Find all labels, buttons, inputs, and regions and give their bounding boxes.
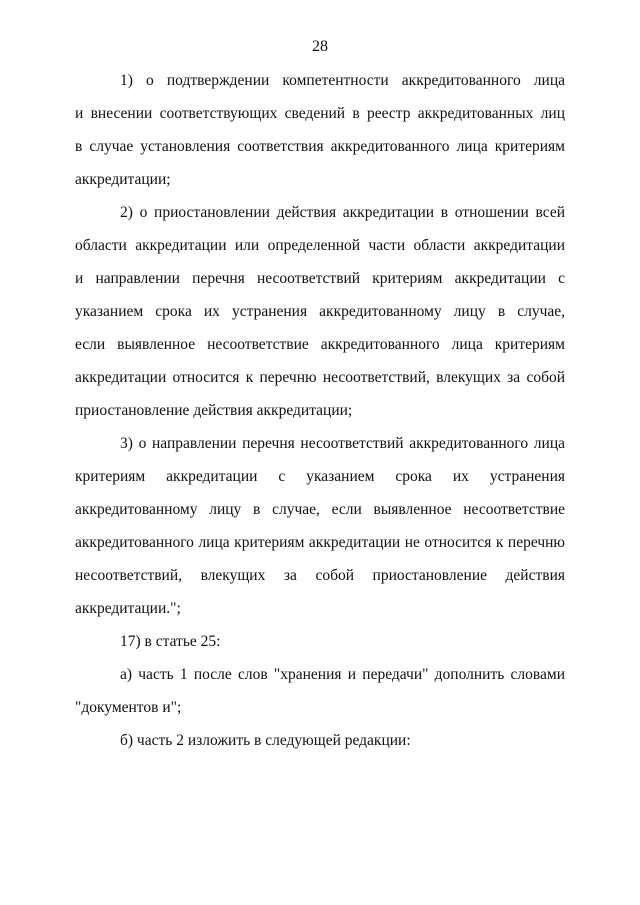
- text-line: приостановление действия аккредитации;: [75, 402, 353, 419]
- paragraph-4: [75, 625, 565, 658]
- text-line: аккредитации относится к перечню несоответствий, влекущих за собой: [75, 369, 565, 386]
- text-line: а) часть 1 после слов "хранения и передачи" дополнить словами: [120, 666, 565, 683]
- text-line: критериям аккредитации с указанием срока их устранения: [75, 468, 565, 485]
- text-line: 3) о направлении перечня несоответствий аккредитованного лица: [120, 435, 565, 452]
- text-line: несоответствий, влекущих за собой приостановление действия: [75, 567, 565, 584]
- text-line: области аккредитации или определенной части области аккредитации: [75, 237, 565, 254]
- text-line: 2) о приостановлении действия аккредитации в отношении всей: [120, 204, 565, 221]
- paragraph-3: [75, 427, 565, 625]
- document-body: [75, 64, 565, 757]
- text-line: аккредитованному лицу в случае, если выявленное несоответствие: [75, 501, 565, 518]
- text-line: в случае установления соответствия аккредитованного лица критериям: [75, 138, 565, 155]
- text-line: если выявленное несоответствие аккредитованного лица критериям: [75, 336, 565, 353]
- text-line: и направлении перечня несоответствий критериям аккредитации с: [75, 270, 565, 287]
- paragraph-5: [75, 658, 565, 724]
- text-line: 1) о подтверждении компетентности аккредитованного лица: [120, 72, 565, 89]
- text-line: 17) в статье 25:: [120, 633, 221, 650]
- text-line: аккредитации.";: [75, 600, 181, 617]
- page-number: 28: [312, 38, 328, 55]
- text-line: "документов и";: [75, 699, 182, 716]
- paragraph-2: [75, 196, 565, 427]
- paragraph-1: [75, 64, 565, 196]
- text-line: аккредитации;: [75, 171, 171, 188]
- text-line: указанием срока их устранения аккредитованному лицу в случае,: [75, 303, 565, 320]
- paragraph-6: [75, 724, 565, 757]
- text-line: б) часть 2 изложить в следующей редакции:: [120, 732, 411, 749]
- text-line: аккредитованного лица критериям аккредитации не относится к перечню: [75, 534, 565, 551]
- text-line: и внесении соответствующих сведений в реестр аккредитованных лиц: [75, 105, 565, 122]
